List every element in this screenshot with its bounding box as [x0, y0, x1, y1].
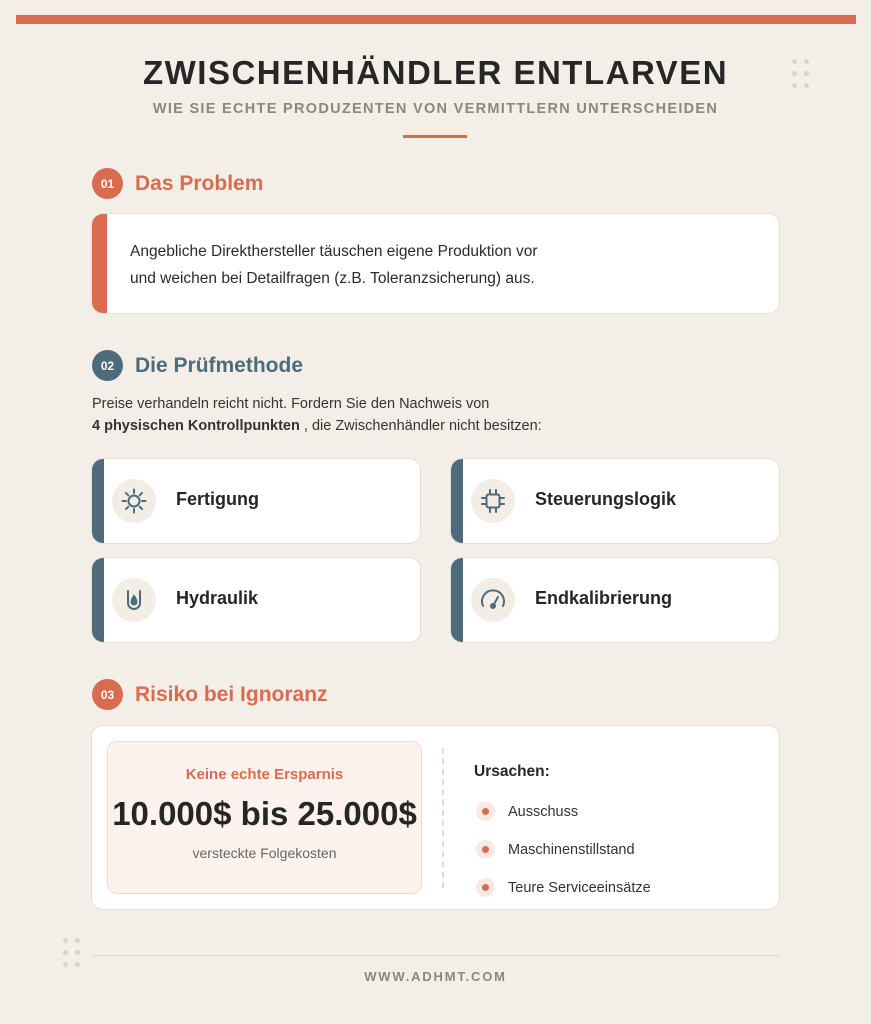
- card-accent-stripe: [92, 459, 104, 543]
- checkpoint-label: Endkalibrierung: [535, 588, 673, 608]
- section-number-badge: 02: [92, 350, 123, 381]
- section-title: Die Prüfmethode: [135, 353, 304, 377]
- risk-card: [91, 725, 780, 910]
- cause-text: Maschinenstillstand: [508, 841, 635, 858]
- checkpoint-card-endkalibrierung: [450, 557, 780, 643]
- top-accent-bar: [16, 15, 856, 24]
- problem-text: [130, 238, 730, 292]
- problem-text-line: Angebliche Direkthersteller täuschen eigene Produktion vor: [130, 243, 538, 260]
- checkpoint-card-steuerungslogik: [450, 458, 780, 544]
- problem-card: [91, 213, 780, 314]
- cause-item: [476, 802, 578, 821]
- cost-box: [107, 741, 422, 894]
- checkpoint-label: Fertigung: [176, 489, 259, 509]
- bullet-icon: [476, 840, 495, 859]
- bullet-icon: [476, 878, 495, 897]
- bullet-icon: [476, 802, 495, 821]
- cause-item: [476, 840, 635, 859]
- section-header-risk: [92, 679, 328, 710]
- hydraulic-drop-icon: [112, 578, 156, 622]
- section-title: Risiko bei Ignoranz: [135, 682, 328, 706]
- page-title: ZWISCHENHÄNDLER ENTLARVEN: [142, 54, 729, 91]
- intro-text: Preise verhandeln reicht nicht. Fordern Sie den Nachweis von: [92, 396, 490, 412]
- chip-icon: [471, 479, 515, 523]
- card-accent-stripe: [92, 558, 104, 642]
- section-number-badge: 03: [92, 679, 123, 710]
- cost-value: 10.000$ bis 25.000$: [112, 795, 417, 832]
- gauge-icon: [471, 578, 515, 622]
- problem-text-line: und weichen bei Detailfragen (z.B. Toleranzsicherung) aus.: [130, 270, 535, 287]
- causes-title: Ursachen:: [474, 763, 550, 780]
- gear-icon: [112, 479, 156, 523]
- decorative-dots: [63, 938, 80, 967]
- footer-divider: [92, 955, 780, 956]
- section-number-badge: 01: [92, 168, 123, 199]
- method-intro: [92, 393, 692, 437]
- checkpoint-label: Steuerungslogik: [535, 489, 677, 509]
- title-divider: [403, 135, 467, 138]
- cause-text: Teure Serviceeinsätze: [508, 879, 651, 896]
- card-accent-stripe: [451, 459, 463, 543]
- page-subtitle: WIE SIE ECHTE PRODUZENTEN VON VERMITTLERN UNTERSCHEIDEN: [152, 101, 719, 117]
- card-accent-stripe: [451, 558, 463, 642]
- checkpoint-card-hydraulik: [91, 557, 421, 643]
- section-header-problem: [92, 168, 263, 199]
- cost-note: versteckte Folgekosten: [192, 845, 337, 861]
- footer-url[interactable]: WWW.ADHMT.COM: [364, 969, 507, 984]
- dashed-divider: [442, 748, 444, 888]
- cause-text: Ausschuss: [508, 803, 579, 820]
- section-header-method: [92, 350, 303, 381]
- intro-text: , die Zwischenhändler nicht besitzen:: [299, 418, 542, 434]
- card-accent-stripe: [92, 214, 107, 313]
- section-title: Das Problem: [135, 171, 264, 195]
- cause-item: [476, 878, 651, 897]
- cost-label: Keine echte Ersparnis: [185, 766, 344, 783]
- checkpoint-label: Hydraulik: [176, 588, 259, 608]
- intro-bold-text: 4 physischen Kontrollpunkten: [92, 418, 300, 434]
- checkpoint-card-fertigung: [91, 458, 421, 544]
